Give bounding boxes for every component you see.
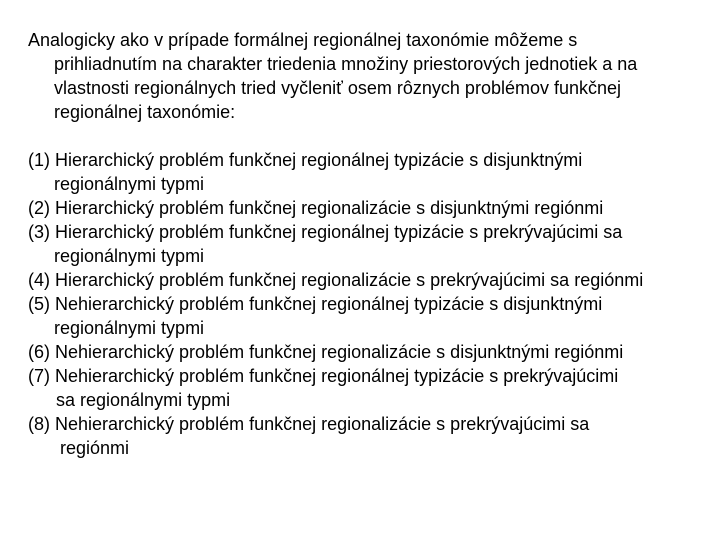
list-item-line: regiónmi [60,438,130,458]
intro-line: Analogicky ako v prípade formálnej regionálnej taxonómie môžeme s [28,30,578,50]
intro-line: vlastnosti regionálnych tried vyčleniť osem rôznych problémov funkčnej [54,78,622,98]
intro-line: prihliadnutím na charakter triedenia množiny priestorových jednotiek a na [54,54,638,74]
list-item-line: (2) Hierarchický problém funkčnej regionalizácie s disjunktnými regiónmi [28,198,604,218]
list-item [28,412,718,460]
intro-line: regionálnej taxonómie: [54,102,236,122]
list-item-line: (7) Nehierarchický problém funkčnej regionálnej typizácie s prekrývajúcimi [28,366,619,386]
list-item [28,292,718,340]
list-item [28,148,718,196]
list-item-line: regionálnymi typmi [54,246,205,266]
list-item [28,268,718,292]
list-item-line: (8) Nehierarchický problém funkčnej regionalizácie s prekrývajúcimi sa [28,414,590,434]
list-item-line: (4) Hierarchický problém funkčnej regionalizácie s prekrývajúcimi sa regiónmi [28,270,644,290]
list-item [28,220,718,268]
list-item-line: (6) Nehierarchický problém funkčnej regionalizácie s disjunktnými regiónmi [28,342,624,362]
intro-paragraph [28,28,708,124]
list-item [28,340,718,364]
list-item [28,364,718,412]
list-item [28,196,718,220]
problem-list [28,148,718,460]
list-item-line: (5) Nehierarchický problém funkčnej regionálnej typizácie s disjunktnými [28,294,603,314]
list-item-line: (1) Hierarchický problém funkčnej regionálnej typizácie s disjunktnými [28,150,583,170]
list-item-line: sa regionálnymi typmi [56,390,231,410]
list-item-line: (3) Hierarchický problém funkčnej regionálnej typizácie s prekrývajúcimi sa [28,222,623,242]
list-item-line: regionálnymi typmi [54,318,205,338]
list-item-line: regionálnymi typmi [54,174,205,194]
